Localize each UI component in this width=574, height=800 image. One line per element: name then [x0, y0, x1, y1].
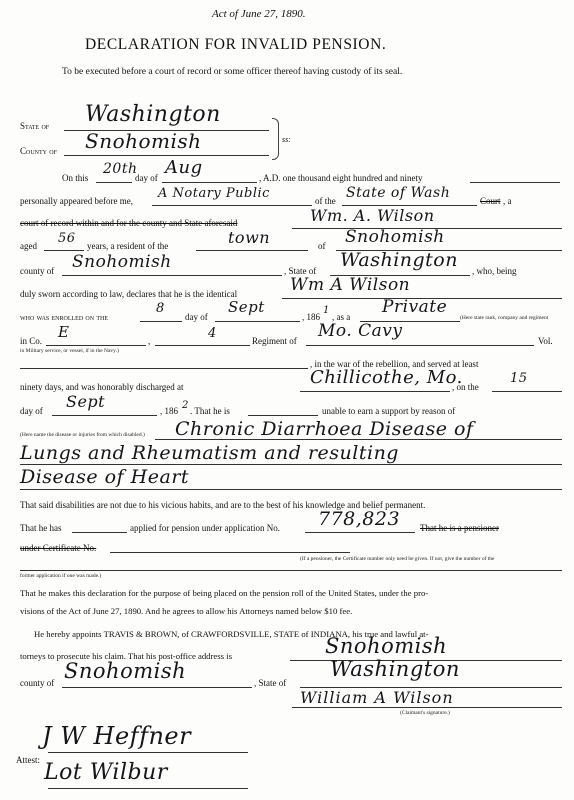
text-in-co: in Co. — [20, 336, 43, 346]
war-blank-line — [20, 368, 308, 369]
military-service-note: in Military service, or vessel, if in the Navy.) — [20, 348, 119, 354]
text-years-resident: years, a resident of the — [87, 241, 169, 251]
enroll-month-line — [215, 321, 300, 322]
text-attorneys-line1: He hereby appoints TRAVIS & BROWN, of CRAWFORDSVILLE, STATE of INDIANA, his true and lawful at- — [34, 629, 429, 639]
able-blank-line — [248, 415, 318, 416]
witness2-line — [48, 788, 248, 789]
identical-name-value: Wm A Wilson — [290, 275, 411, 295]
form-subtitle: To be executed before a court of record or some officer thereof having custody of its seal. — [62, 67, 403, 77]
claimant-name-value: Wm. A. Wilson — [310, 206, 435, 225]
text-court-struck: Court — [480, 196, 501, 206]
venue-county-value: Snohomish — [85, 129, 202, 153]
company-value: E — [58, 323, 70, 341]
place-type-line — [196, 250, 308, 251]
witness1-signature: J W Heffner — [42, 722, 192, 750]
former-application-line — [20, 570, 562, 571]
text-declaration-line2: visions of the Act of June 27, 1890. And he agrees to allow his Attorneys named below $10 fee. — [20, 606, 353, 616]
place-type-value: town — [228, 228, 271, 247]
age-line — [44, 250, 84, 251]
day-line — [96, 182, 132, 183]
discharge-day-value: 15 — [510, 371, 528, 386]
text-that-he-has: That he has — [20, 523, 62, 533]
text-certificate-struck: under Certificate No. — [20, 543, 97, 553]
state-value: Washington — [340, 249, 458, 271]
application-number-line — [305, 532, 415, 533]
attest-label: Attest: — [16, 755, 40, 765]
text-declaration-line1: That he makes this declaration for the purpose of being placed on the pension roll of the United States, under the pro- — [20, 588, 429, 598]
text-state-of: , State of — [284, 266, 317, 276]
text-county-of: county of — [20, 266, 55, 276]
enroll-month-value: Sept — [228, 298, 265, 316]
regiment-number-value: 4 — [208, 326, 217, 341]
year-line — [470, 182, 560, 183]
text-applied: applied for pension under application No. — [130, 523, 280, 533]
text-regiment-of: Regiment of — [252, 336, 297, 346]
enroll-year-value: 1 — [323, 305, 330, 316]
claimant-signature-label: (Claimant's signature.) — [400, 710, 450, 716]
text-attorneys-line2: torneys to prosecute his claim. That his post-office address is — [20, 651, 232, 661]
text-enroll-year-prefix: , 186 — [302, 312, 320, 322]
has-blank-line — [72, 532, 127, 533]
former-application-note: former application if one was made.) — [20, 573, 102, 579]
text-day-of: day of — [135, 173, 158, 183]
postoffice-value: Snohomish — [325, 634, 448, 658]
disease-line1-value: Chronic Diarrhoea Disease of — [175, 418, 474, 440]
text-discharge-year-prefix: , 186 — [160, 406, 178, 416]
witness1-line — [48, 752, 248, 753]
discharge-place-line — [300, 391, 450, 392]
disease-line1 — [155, 439, 562, 440]
age-value: 56 — [58, 231, 76, 246]
text-enroll-day-of: day of — [185, 312, 208, 322]
text-pensioner-struck: That he is a pensioner — [420, 523, 499, 533]
officer-line — [152, 205, 312, 206]
discharge-month-line — [52, 415, 157, 416]
discharge-day-line — [492, 391, 562, 392]
disease-line3-value: Disease of Heart — [20, 466, 190, 488]
claimant-signature: William A Wilson — [300, 688, 454, 707]
regiment-number-line — [155, 345, 250, 346]
venue-state-value: Washington — [85, 102, 221, 127]
ss-brace — [272, 118, 279, 160]
text-ninety-days: ninety days, and was honorably discharged at — [20, 382, 184, 392]
text-personally: personally appeared before me, — [20, 196, 133, 206]
text-unable-support: unable to earn a support by reason of — [322, 406, 456, 416]
disease-line2 — [20, 464, 562, 465]
text-discharge-day-of: day of — [20, 406, 43, 416]
text-that-he-is: . That he is — [190, 406, 230, 416]
rank-note: (Here state rank, company and regiment — [460, 315, 549, 321]
regiment-value: Mo. Cavy — [318, 321, 403, 341]
text-enrolled: who was enrolled on the — [20, 312, 108, 322]
text-aged: aged — [20, 241, 37, 251]
regiment-line — [306, 345, 534, 346]
venue-county-line — [64, 155, 269, 156]
text-co-comma: , — [148, 336, 151, 346]
text-of-the: of the — [315, 196, 336, 206]
day-value: 20th — [103, 161, 138, 177]
disease-line2-value: Lungs and Rheumatism and resulting — [20, 442, 399, 464]
po-county-line — [62, 687, 252, 688]
discharge-place-value: Chillicothe, Mo. — [310, 367, 463, 388]
certificate-note: (If a pensioner, the Certificate number only need be given. If not, give the number of the — [300, 556, 495, 562]
disease-note: (Here name the disease or injuries from which disabled.) — [20, 432, 145, 438]
rank-value: Private — [382, 297, 448, 317]
ss-mark: ss: — [282, 135, 291, 144]
text-on-the: , on the — [452, 382, 479, 392]
text-comma-a: , a — [503, 196, 512, 206]
claimant-signature-line — [292, 707, 562, 708]
form-title: DECLARATION FOR INVALID PENSION. — [85, 36, 387, 53]
text-court-of-record-struck: court of record within and for the county and State aforesaid — [20, 218, 238, 228]
month-value: Aug — [165, 157, 203, 178]
text-duly-sworn: duly sworn according to law, declares that he is the identical — [20, 289, 238, 299]
discharge-month-value: Sept — [66, 392, 106, 411]
po-state-value: Washington — [330, 657, 460, 681]
text-po-county-of: county of — [20, 678, 55, 688]
state-label: State of — [20, 121, 50, 131]
act-reference: Act of June 27, 1890. — [212, 8, 306, 20]
application-number-value: 778,823 — [318, 508, 401, 530]
po-county-value: Snohomish — [64, 659, 187, 683]
discharge-year-value: 2 — [182, 400, 189, 411]
town-value: Snohomish — [345, 227, 445, 247]
witness2-signature: Lot Wilbur — [44, 760, 168, 785]
text-on-this: On this — [62, 173, 89, 183]
enroll-day-line — [140, 321, 182, 322]
text-ad-year: , A.D. one thousand eight hundred and ninety — [259, 173, 423, 183]
text-disabilities: That said disabilities are not due to his vicious habits, and are to the best of his knowledge and belief permanent. — [20, 500, 426, 510]
month-line — [162, 182, 257, 183]
certificate-line — [110, 552, 350, 553]
company-line — [46, 345, 146, 346]
text-as-a: , as a — [332, 312, 351, 322]
county-line — [62, 275, 282, 276]
county-label: County of — [20, 146, 57, 156]
disease-line3 — [20, 489, 562, 490]
county-value: Snohomish — [72, 252, 172, 272]
court-value: State of Wash — [346, 185, 451, 201]
text-war-of-rebellion: , in the war of the rebellion, and served at least — [310, 359, 479, 369]
officer-value: A Notary Public — [158, 186, 270, 201]
enroll-day-value: 8 — [156, 301, 165, 316]
text-po-state-of: , State of — [254, 678, 287, 688]
text-of: of — [318, 241, 326, 251]
text-who-being: , who, being — [472, 266, 517, 276]
text-vol: Vol. — [538, 336, 553, 346]
